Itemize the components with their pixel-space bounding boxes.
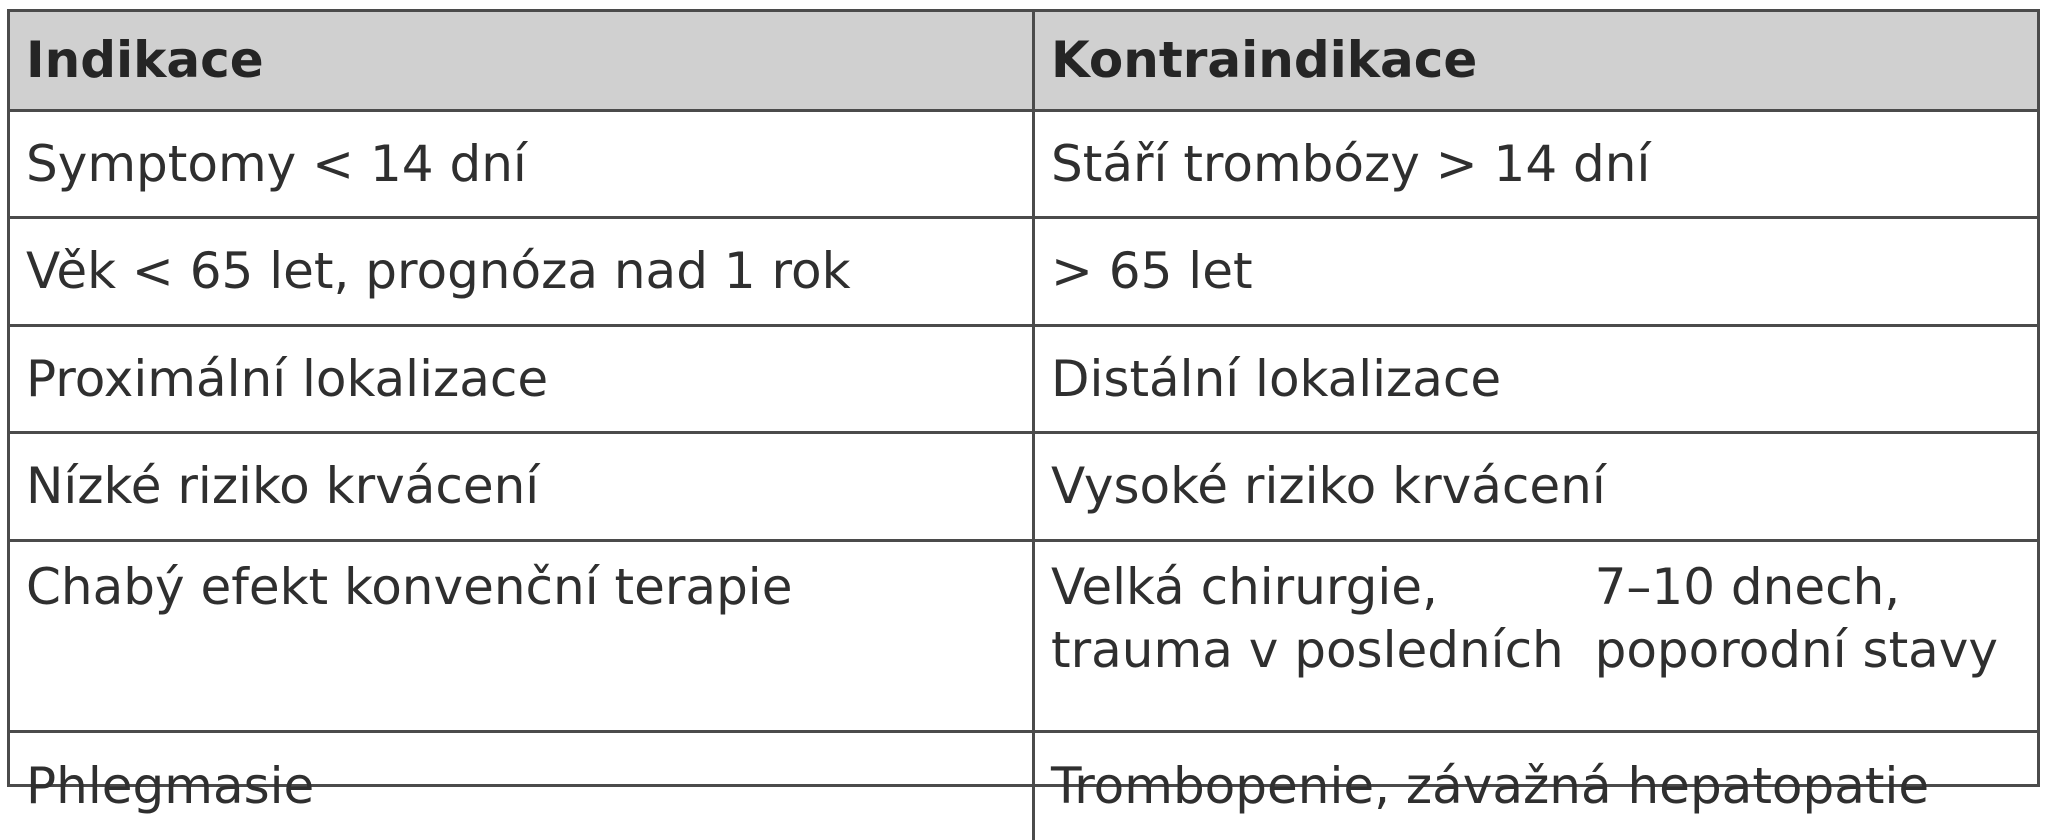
table-cell-indication-5: Chabý efekt konvenční terapie <box>10 542 1035 733</box>
indications-table <box>7 9 2040 815</box>
contraindication-5-line-1: Velká chirurgie, trauma v posledních <box>1051 558 1564 679</box>
header-indikace: Indikace <box>10 12 1035 112</box>
table-cell-indication-1: Symptomy < 14 dní <box>10 112 1035 219</box>
table-cell-indication-3: Proximální lokalizace <box>10 327 1035 434</box>
contraindication-5-line-2: 7–10 dnech, poporodní stavy <box>1594 558 1998 679</box>
table-cell-contraindication-4: Vysoké riziko krvácení <box>1035 434 2037 542</box>
table-cell-contraindication-5 <box>1035 542 2037 733</box>
table-cell-contraindication-1: Stáří trombózy > 14 dní <box>1035 112 2037 219</box>
table-cell-contraindication-2: > 65 let <box>1035 219 2037 327</box>
table-cell-contraindication-3: Distální lokalizace <box>1035 327 2037 434</box>
table-cell-indication-6: Phlegmasie <box>10 733 1035 840</box>
table-cell-indication-2: Věk < 65 let, prognóza nad 1 rok <box>10 219 1035 327</box>
table-cell-indication-4: Nízké riziko krvácení <box>10 434 1035 542</box>
header-kontraindikace: Kontraindikace <box>1035 12 2037 112</box>
table-cell-contraindication-6: Trombopenie, závažná hepatopatie <box>1051 757 1930 815</box>
